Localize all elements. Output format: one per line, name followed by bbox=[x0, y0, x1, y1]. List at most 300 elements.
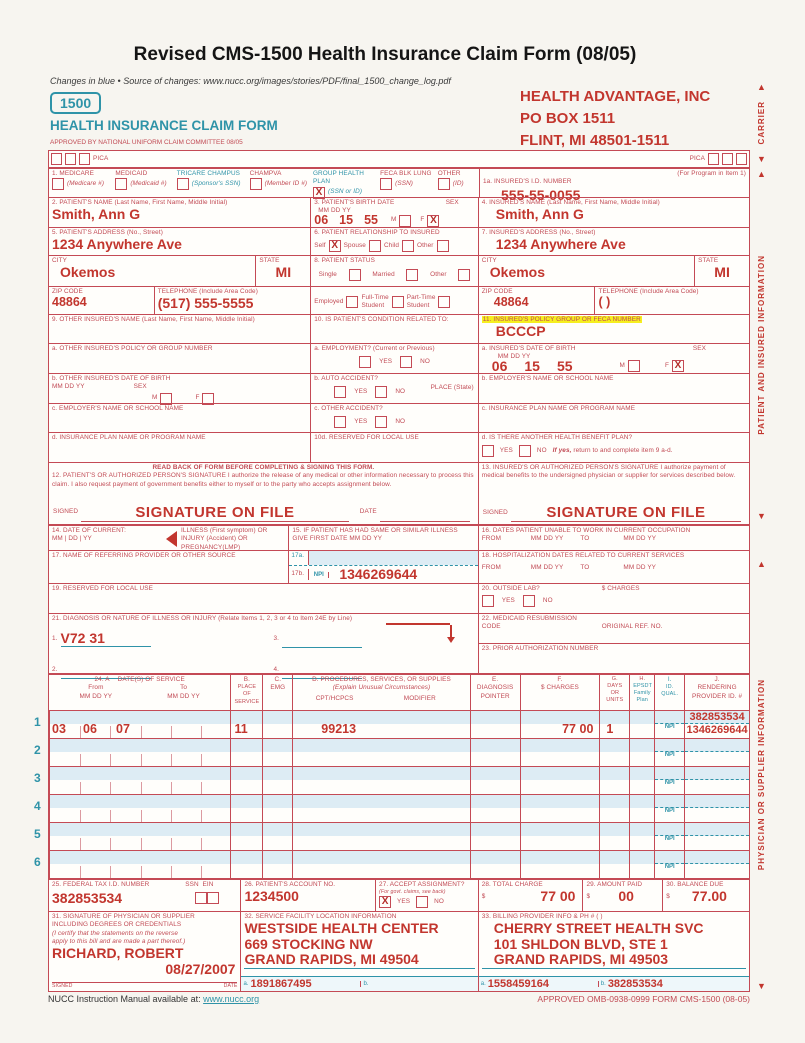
box31-physician-signature: 31. SIGNATURE OF PHYSICIAN OR SUPPLIER INCLUDING DEGREES OR CREDENTIALS (I certify that the statements on the reverse apply to this bill and are made a part thereof.) RICHARD, ROBERT 08/27/2007 SIGNED DATE bbox=[52, 913, 238, 990]
carrier-vertical-label: CARRIER bbox=[757, 101, 766, 145]
pica-box[interactable] bbox=[51, 153, 62, 165]
mdy-header: MM DD YY bbox=[52, 383, 85, 391]
svc-place[interactable]: 11 bbox=[234, 722, 248, 737]
box17-referring-provider[interactable] bbox=[49, 551, 288, 583]
svc-from-yy[interactable]: 07 bbox=[116, 722, 130, 737]
box2-patient-name[interactable] bbox=[49, 198, 310, 227]
patient-signature-date[interactable] bbox=[380, 503, 470, 522]
sex-male-checkbox[interactable] bbox=[399, 215, 411, 227]
other-dob-label: b. OTHER INSURED'S DATE OF BIRTH bbox=[52, 375, 171, 382]
to-label: TO bbox=[580, 535, 590, 543]
svc-diag-pointer[interactable] bbox=[470, 711, 520, 738]
box5-patient-address[interactable] bbox=[49, 228, 310, 255]
balance-due-value[interactable]: 77.00 bbox=[691, 888, 727, 905]
patient-zip-value[interactable]: 48864 bbox=[52, 295, 87, 310]
box18-hospitalization[interactable]: 18. HOSPITALIZATION DATES RELATED TO CURRENT SERVICES FROM MM DD YY TO MM DD YY bbox=[478, 551, 749, 583]
pica-box[interactable] bbox=[722, 153, 733, 165]
insured-dob-dd[interactable]: 15 bbox=[524, 357, 540, 374]
box10a-employment bbox=[310, 344, 478, 373]
parttime-checkbox[interactable] bbox=[438, 296, 450, 308]
lab-no-checkbox[interactable] bbox=[523, 595, 535, 607]
box3-birth-date[interactable] bbox=[310, 198, 478, 227]
carrier-city-state-zip: FLINT, MI 48501-1511 bbox=[520, 131, 670, 149]
row-zip bbox=[49, 286, 749, 314]
physician-date-value[interactable]: 08/27/2007 bbox=[165, 960, 236, 977]
row-diagnosis bbox=[49, 613, 749, 673]
field-32b-label: b. bbox=[360, 981, 370, 987]
insured-sex-female-checkbox[interactable]: X bbox=[672, 360, 684, 372]
arrow-up-icon: ▲ bbox=[757, 559, 766, 569]
box9d-plan-name[interactable] bbox=[49, 433, 310, 462]
similar-illness-date-header: GIVE FIRST DATE MM DD YY bbox=[292, 535, 383, 543]
diag4-label: 4. bbox=[273, 665, 280, 673]
no-label: NO bbox=[542, 597, 553, 605]
date-label: DATE bbox=[359, 508, 377, 516]
similar-illness-label: 15. IF PATIENT HAS HAD SAME OR SIMILAR ILLNESS bbox=[292, 527, 458, 534]
row-addresses bbox=[49, 227, 749, 255]
date-label: DATE bbox=[223, 983, 238, 990]
benefit-yes-checkbox[interactable] bbox=[482, 445, 494, 457]
tricare-checkbox[interactable] bbox=[177, 178, 189, 190]
zip-label: ZIP CODE bbox=[52, 288, 83, 295]
benefit-note: return to and complete item 9 a-d. bbox=[571, 447, 673, 455]
svc-units[interactable]: 1 bbox=[606, 722, 614, 737]
insured-name-value[interactable]: Smith, Ann G bbox=[495, 206, 584, 223]
female-label: F bbox=[664, 362, 669, 370]
service-row[interactable] bbox=[34, 822, 749, 850]
row-c bbox=[49, 403, 749, 432]
amount-paid-label: 29. AMOUNT PAID bbox=[586, 881, 643, 888]
insured-signature-value[interactable]: SIGNATURE ON FILE bbox=[511, 504, 741, 522]
tax-id-label: 25. FEDERAL TAX I.D. NUMBER bbox=[52, 881, 150, 888]
self-checkbox[interactable]: X bbox=[329, 240, 341, 252]
svc-rendering-id[interactable]: 382853534 bbox=[689, 711, 745, 723]
diag3-value[interactable] bbox=[282, 629, 362, 648]
pica-box[interactable] bbox=[79, 153, 90, 165]
to-label: TO bbox=[580, 564, 590, 572]
referring-npi-value[interactable]: 1346269644 bbox=[339, 565, 418, 582]
svc-from-dd[interactable]: 06 bbox=[83, 722, 97, 737]
svc-rendering-npi[interactable]: 1346269644 bbox=[686, 724, 748, 736]
box11b-employer[interactable] bbox=[478, 374, 749, 403]
carrier-po-box: PO BOX 1511 bbox=[520, 109, 616, 127]
box8-patient-status bbox=[310, 256, 478, 286]
col-h-header: H. EPSDT Family Plan bbox=[629, 675, 654, 710]
diag1-value[interactable]: V72 31 bbox=[61, 631, 151, 647]
lab-yes-checkbox[interactable] bbox=[482, 595, 494, 607]
married-checkbox[interactable] bbox=[406, 269, 418, 281]
box22-resubmission[interactable] bbox=[479, 614, 749, 644]
box16-unable-to-work[interactable]: 16. DATES PATIENT UNABLE TO WORK IN CURRENT OCCUPATION FROM MM DD YY TO MM DD YY bbox=[478, 526, 749, 550]
col-g-header: G. DAYS OR UNITS bbox=[599, 675, 629, 710]
status-other-label: Other bbox=[430, 271, 447, 279]
medicaid-checkbox[interactable] bbox=[115, 178, 127, 190]
signed-label: SIGNED bbox=[53, 508, 79, 516]
medicare-checkbox[interactable] bbox=[52, 178, 64, 190]
arrow-down-icon: ▼ bbox=[757, 153, 766, 164]
row-names bbox=[49, 197, 749, 227]
npi-label: NPI bbox=[655, 807, 684, 814]
billing-street[interactable]: 101 SHLDON BLVD, STE 1 bbox=[493, 935, 668, 952]
footer-right: APPROVED OMB-0938-0999 FORM CMS-1500 (08-05) bbox=[537, 994, 750, 1004]
row-current-date bbox=[49, 524, 749, 550]
npi-label: NPI bbox=[655, 751, 684, 758]
tricare-sub: (Sponsor's SSN) bbox=[191, 180, 241, 188]
footer-left bbox=[48, 994, 259, 1004]
insured-name-label: 4. INSURED'S NAME (Last Name, First Name, Middle Initial) bbox=[481, 199, 660, 206]
accept-assignment-label: 27. ACCEPT ASSIGNMENT? bbox=[379, 881, 465, 888]
insured-zip[interactable] bbox=[478, 287, 595, 314]
box27-accept-assignment bbox=[375, 880, 478, 911]
npi-label: NPI bbox=[309, 572, 329, 578]
svc-from-mm[interactable]: 03 bbox=[52, 722, 66, 737]
box10c-other-accident bbox=[310, 404, 478, 432]
diag3-label: 3. bbox=[273, 634, 280, 642]
box11-policy-group[interactable] bbox=[478, 315, 749, 343]
patient-state[interactable] bbox=[255, 256, 310, 286]
billing-other-id[interactable]: 382853534 bbox=[607, 977, 663, 990]
read-back-notice: READ BACK OF FORM BEFORE COMPLETING & SIGNING THIS FORM. bbox=[152, 464, 375, 471]
patient-signature-label: 12. PATIENT'S OR AUTHORIZED PERSON'S SIGNATURE bbox=[52, 472, 226, 480]
no-label: NO bbox=[420, 358, 430, 366]
feca-checkbox[interactable] bbox=[380, 178, 392, 190]
birth-yy[interactable]: 55 bbox=[364, 212, 378, 227]
form-name: HEALTH INSURANCE CLAIM FORM bbox=[50, 118, 278, 133]
patient-state-value[interactable]: MI bbox=[275, 264, 292, 281]
patient-signature-value[interactable]: SIGNATURE ON FILE bbox=[81, 504, 349, 522]
field-17b-label: 17b. bbox=[289, 569, 309, 579]
assignment-yes-checkbox[interactable]: X bbox=[379, 896, 391, 908]
box9-other-insured-name[interactable] bbox=[49, 315, 310, 343]
carrier-address-block[interactable] bbox=[520, 86, 710, 151]
box30-balance-due[interactable]: 30. BALANCE DUE $ 77.00 bbox=[662, 880, 749, 911]
row-d bbox=[49, 432, 749, 462]
arrow-up-icon: ▲ bbox=[757, 82, 766, 92]
pica-box[interactable] bbox=[736, 153, 747, 165]
insured-id-label: 1a. INSURED'S I.D. NUMBER bbox=[483, 178, 572, 185]
box7-insured-address[interactable] bbox=[478, 228, 749, 255]
champva-label: CHAMPVA bbox=[249, 170, 282, 177]
insured-address-value[interactable]: 1234 Anywhere Ave bbox=[495, 236, 626, 253]
male-label: M bbox=[152, 394, 158, 402]
place-state-label: PLACE (State) bbox=[430, 384, 474, 391]
birth-mm[interactable]: 06 bbox=[314, 212, 329, 227]
account-no-value[interactable]: 1234500 bbox=[244, 888, 299, 905]
box28-total-charge[interactable]: 28. TOTAL CHARGE $ 77 00 bbox=[478, 880, 583, 911]
box15-similar-illness[interactable] bbox=[288, 526, 477, 550]
mdy-header: MM | DD | YY bbox=[52, 535, 92, 543]
field-17a-value[interactable] bbox=[309, 551, 477, 565]
box29-amount-paid[interactable]: 29. AMOUNT PAID $ 00 bbox=[582, 880, 662, 911]
account-no-label: 26. PATIENT'S ACCOUNT NO. bbox=[244, 881, 336, 888]
box10d-local-use[interactable] bbox=[310, 433, 478, 462]
arrow-down-icon: ▼ bbox=[757, 511, 766, 521]
patient-phone-value[interactable]: (517) 555-5555 bbox=[157, 295, 254, 312]
auto-accident-label: b. AUTO ACCIDENT? bbox=[314, 375, 378, 382]
employment-no-checkbox[interactable] bbox=[400, 356, 412, 368]
approved-note: APPROVED BY NATIONAL UNIFORM CLAIM COMMITTEE 08/05 bbox=[50, 139, 243, 146]
box20-outside-lab bbox=[478, 584, 749, 613]
row-other-insured bbox=[49, 314, 749, 343]
auto-yes-checkbox[interactable] bbox=[334, 386, 346, 398]
other-insured-name-label: 9. OTHER INSURED'S NAME (Last Name, First Name, Middle Initial) bbox=[52, 316, 255, 323]
facility-city[interactable]: GRAND RAPIDS, MI 49504 bbox=[244, 952, 474, 968]
yes-label: YES bbox=[397, 897, 411, 905]
box22-23 bbox=[478, 614, 749, 673]
service-row-number: 4 bbox=[34, 799, 41, 813]
female-label: F bbox=[195, 394, 200, 402]
col-j-header: J. RENDERING PROVIDER ID. # bbox=[684, 675, 749, 710]
yes-label: YES bbox=[499, 447, 513, 455]
left-arrow-icon bbox=[166, 531, 177, 547]
patient-vertical-label: PATIENT AND INSURED INFORMATION bbox=[757, 255, 766, 435]
arrow-up-icon: ▲ bbox=[757, 169, 766, 179]
yes-label: YES bbox=[379, 358, 393, 366]
state-label: STATE bbox=[698, 257, 719, 264]
patient-phone[interactable] bbox=[154, 287, 311, 314]
carrier-name: HEALTH ADVANTAGE, INC bbox=[520, 88, 711, 105]
feca-label: FECA BLK LUNG bbox=[380, 170, 432, 177]
svc-emg[interactable] bbox=[262, 711, 292, 738]
changes-note: Changes in blue • Source of changes: www.nucc.org/images/stories/PDF/final_1500_change_log.pdf bbox=[50, 76, 451, 86]
tax-id-value[interactable]: 382853534 bbox=[52, 889, 123, 906]
resubmission-label: 22. MEDICAID RESUBMISSION bbox=[481, 615, 577, 622]
relationship-other-checkbox[interactable] bbox=[437, 240, 449, 252]
service-row-number: 5 bbox=[34, 827, 41, 841]
auto-no-checkbox[interactable] bbox=[375, 386, 387, 398]
other-program-checkbox[interactable] bbox=[438, 178, 450, 190]
single-label: Single bbox=[318, 271, 337, 279]
npi-label: NPI bbox=[655, 723, 684, 730]
phone-label: TELEPHONE (Include Area Code) bbox=[157, 288, 258, 295]
sex-female-checkbox[interactable]: X bbox=[427, 215, 439, 227]
col-b-header: B. PLACE OF SERVICE bbox=[230, 675, 262, 710]
mdy-header: MM DD YY bbox=[318, 207, 351, 215]
no-label: NO bbox=[395, 388, 406, 396]
status-other-checkbox[interactable] bbox=[458, 269, 470, 281]
col-d-header: D. PROCEDURES, SERVICES, OR SUPPLIES (Explain Unusual Circumstances) CPT/HCPCS MODIFIER bbox=[292, 675, 469, 710]
ssn-checkbox[interactable] bbox=[195, 892, 207, 904]
svc-cpt[interactable]: 99213 bbox=[321, 722, 357, 737]
billing-npi-value[interactable]: 1558459164 bbox=[487, 977, 549, 990]
champva-checkbox[interactable] bbox=[250, 178, 262, 190]
assignment-no-checkbox[interactable] bbox=[416, 896, 428, 908]
nucc-link[interactable]: www.nucc.org bbox=[203, 994, 260, 1004]
feca-sub: (SSN) bbox=[395, 180, 414, 188]
box32-service-facility[interactable] bbox=[240, 912, 477, 991]
box14-date-of-current[interactable]: 14. DATE OF CURRENT: MM | DD | YY ILLNESS (First symptom) OR INJURY (Accident) OR PREGNANCY(LMP) bbox=[52, 527, 268, 551]
total-charge-value[interactable]: 77 00 bbox=[540, 888, 576, 905]
box25-tax-id[interactable]: 25. FEDERAL TAX I.D. NUMBER SSN EIN 382853534 bbox=[49, 880, 240, 911]
box10b-auto-accident bbox=[310, 374, 478, 403]
field-32a-label: a. bbox=[243, 981, 249, 987]
other-policy-label: a. OTHER INSURED'S POLICY OR GROUP NUMBER bbox=[52, 345, 213, 352]
margin-label-carrier bbox=[757, 83, 766, 163]
condition-related-label: 10. IS PATIENT'S CONDITION RELATED TO: bbox=[314, 316, 449, 323]
box9a-other-policy[interactable] bbox=[49, 344, 310, 373]
box4-insured-name[interactable] bbox=[478, 198, 749, 227]
box11a-insured-dob[interactable] bbox=[478, 344, 749, 373]
married-label: Married bbox=[372, 271, 395, 279]
outside-lab-label: 20. OUTSIDE LAB? bbox=[481, 585, 540, 592]
insured-sex-male-checkbox[interactable] bbox=[628, 360, 640, 372]
pica-box[interactable] bbox=[708, 153, 719, 165]
birth-dd[interactable]: 15 bbox=[339, 212, 354, 227]
physician-signature-label: 31. SIGNATURE OF PHYSICIAN OR SUPPLIER bbox=[52, 913, 195, 920]
patient-city-value[interactable]: Okemos bbox=[60, 264, 116, 281]
no-label: NO bbox=[536, 447, 547, 455]
patient-name-value[interactable]: Smith, Ann G bbox=[52, 206, 141, 223]
form-number-badge: 1500 bbox=[50, 92, 101, 114]
employed-label: Employed bbox=[314, 298, 344, 306]
other-accident-no-checkbox[interactable] bbox=[375, 416, 387, 428]
billing-name[interactable]: CHERRY STREET HEALTH SVC bbox=[493, 920, 704, 937]
amount-paid-value[interactable]: 00 bbox=[618, 888, 634, 905]
insured-state[interactable] bbox=[694, 256, 749, 286]
claim-form bbox=[34, 150, 750, 992]
box13-insured-signature bbox=[478, 463, 749, 524]
pica-box[interactable] bbox=[65, 153, 76, 165]
medicare-sub: (Medicare #) bbox=[67, 180, 105, 188]
billing-city[interactable]: GRAND RAPIDS, MI 49503 bbox=[482, 952, 746, 968]
row-a bbox=[49, 343, 749, 373]
service-row[interactable] bbox=[34, 850, 749, 878]
yes-label: YES bbox=[354, 388, 368, 396]
service-row[interactable] bbox=[34, 766, 749, 794]
employed-checkbox[interactable] bbox=[346, 296, 358, 308]
box1-program bbox=[49, 169, 479, 197]
patient-address-label: 5. PATIENT'S ADDRESS (No., Street) bbox=[52, 229, 163, 236]
facility-name[interactable]: WESTSIDE HEALTH CENTER bbox=[244, 920, 439, 937]
prior-auth-label: 23. PRIOR AUTHORIZATION NUMBER bbox=[481, 645, 599, 652]
yes-label: YES bbox=[354, 418, 368, 426]
sex-label: SEX bbox=[445, 199, 459, 206]
patient-address-value[interactable]: 1234 Anywhere Ave bbox=[52, 236, 182, 253]
policy-group-value[interactable]: BCCCP bbox=[495, 323, 546, 340]
relationship-other-label: Other bbox=[417, 242, 434, 250]
pica-label-left: PICA bbox=[93, 154, 109, 162]
insured-id-value[interactable]: 555-55-0055 bbox=[501, 187, 581, 203]
row-city bbox=[49, 255, 749, 286]
margin-label-physician bbox=[757, 560, 766, 990]
female-label: F bbox=[420, 216, 425, 224]
insured-dob-yy[interactable]: 55 bbox=[556, 357, 573, 374]
box11c-plan-name[interactable] bbox=[478, 404, 749, 432]
facility-street[interactable]: 669 STOCKING NW bbox=[244, 935, 373, 952]
city-label: CITY bbox=[52, 257, 67, 264]
sex-label: SEX bbox=[133, 383, 147, 391]
box33-billing-provider[interactable] bbox=[478, 912, 749, 991]
row-local-lab bbox=[49, 583, 749, 613]
col-f-header: F. $ CHARGES bbox=[520, 675, 600, 710]
relationship-label: 6. PATIENT RELATIONSHIP TO INSURED bbox=[314, 229, 440, 236]
medicare-label: 1. MEDICARE bbox=[52, 170, 94, 177]
spouse-checkbox[interactable] bbox=[369, 240, 381, 252]
col-e-header: E. DIAGNOSIS POINTER bbox=[470, 675, 520, 710]
box17ab-ids bbox=[288, 551, 477, 583]
group-health-plan-checkbox[interactable]: X bbox=[313, 187, 325, 199]
other-accident-label: c. OTHER ACCIDENT? bbox=[314, 405, 383, 412]
employment-yes-checkbox[interactable] bbox=[359, 356, 371, 368]
svc-charges[interactable]: 77 00 bbox=[562, 722, 594, 737]
no-label: NO bbox=[434, 897, 444, 905]
single-checkbox[interactable] bbox=[349, 269, 361, 281]
service-row[interactable] bbox=[34, 738, 749, 766]
insured-phone[interactable] bbox=[594, 287, 749, 314]
child-checkbox[interactable] bbox=[402, 240, 414, 252]
other-employer-label: c. EMPLOYER'S NAME OR SCHOOL NAME bbox=[52, 405, 184, 412]
service-row[interactable] bbox=[34, 794, 749, 822]
insured-address-label: 7. INSURED'S ADDRESS (No., Street) bbox=[481, 229, 596, 236]
box12-patient-signature bbox=[49, 463, 478, 524]
diag1-label: 1. bbox=[52, 634, 58, 642]
patient-city[interactable] bbox=[49, 256, 255, 286]
other-accident-yes-checkbox[interactable] bbox=[334, 416, 346, 428]
insured-zip-value[interactable]: 48864 bbox=[493, 295, 529, 310]
service-row[interactable] bbox=[34, 710, 749, 738]
service-row-number: 1 bbox=[34, 715, 41, 729]
box6-relationship bbox=[310, 228, 478, 255]
npi-label: NPI bbox=[655, 779, 684, 786]
male-label: M bbox=[619, 362, 625, 370]
signed-label: SIGNED bbox=[482, 508, 508, 516]
unable-to-work-label: 16. DATES PATIENT UNABLE TO WORK IN CURRENT OCCUPATION bbox=[481, 527, 691, 534]
patient-signature-text: I authorize the release of any medical or other information necessary to process this claim. I also request payment of government benefits either to myself or to the party who accepts assignment below. bbox=[52, 472, 474, 488]
insured-phone-value[interactable]: ( ) bbox=[598, 295, 611, 310]
tricare-label: TRICARE CHAMPUS bbox=[176, 170, 241, 177]
insured-signature-label: 13. INSURED'S OR AUTHORIZED PERSON'S SIGNATURE bbox=[481, 464, 659, 471]
benefit-no-checkbox[interactable] bbox=[519, 445, 531, 457]
insured-dob-label: a. INSURED'S DATE OF BIRTH bbox=[481, 345, 576, 352]
box19-local-use[interactable] bbox=[49, 584, 478, 613]
parttime-label: Part-Time bbox=[406, 294, 436, 301]
state-label: STATE bbox=[259, 257, 280, 264]
box9c-employer[interactable] bbox=[49, 404, 310, 432]
physician-name-value[interactable]: RICHARD, ROBERT bbox=[52, 945, 184, 962]
diagnosis-label: 21. DIAGNOSIS OR NATURE OF ILLNESS OR INJURY (Relate Items 1, 2, 3 or 4 to Item 24E by Line) bbox=[52, 615, 353, 622]
box26-account-no[interactable] bbox=[240, 880, 375, 911]
npi-label: NPI bbox=[655, 835, 684, 842]
margin-label-patient bbox=[757, 170, 766, 520]
insured-city-value[interactable]: Okemos bbox=[489, 264, 546, 281]
service-row-number: 3 bbox=[34, 771, 41, 785]
svc-epsdt[interactable] bbox=[629, 711, 654, 738]
employment-question-label: a. EMPLOYMENT? (Current or Previous) bbox=[314, 345, 435, 352]
insured-dob-mm[interactable]: 06 bbox=[491, 357, 508, 374]
col-c-header: C. EMG bbox=[262, 675, 292, 710]
patient-zip[interactable] bbox=[49, 287, 154, 314]
pica-label-right: PICA bbox=[689, 154, 705, 162]
service-row-number: 2 bbox=[34, 743, 41, 757]
service-facility-label: 32. SERVICE FACILITY LOCATION INFORMATION bbox=[244, 913, 397, 920]
spouse-label: Spouse bbox=[343, 242, 366, 250]
insured-state-value[interactable]: MI bbox=[714, 264, 730, 281]
ein-checkbox[interactable] bbox=[207, 892, 219, 904]
service-table-header bbox=[49, 673, 749, 710]
row-b bbox=[49, 373, 749, 403]
another-benefit-plan-label: d. IS THERE ANOTHER HEALTH BENEFIT PLAN? bbox=[481, 434, 633, 441]
fulltime-label: Full-Time bbox=[361, 294, 389, 301]
other-program-label: OTHER bbox=[437, 170, 461, 177]
field-33a-label: a. bbox=[480, 981, 486, 987]
male-label: M bbox=[390, 216, 397, 224]
patient-name-label: 2. PATIENT'S NAME (Last Name, First Name, Middle Initial) bbox=[52, 199, 228, 206]
facility-npi-value[interactable]: 1891867495 bbox=[250, 977, 312, 990]
insured-city[interactable] bbox=[478, 256, 694, 286]
fulltime-checkbox[interactable] bbox=[392, 296, 404, 308]
mdy-header: MM DD YY bbox=[497, 353, 531, 361]
box23-prior-auth[interactable] bbox=[479, 644, 749, 673]
